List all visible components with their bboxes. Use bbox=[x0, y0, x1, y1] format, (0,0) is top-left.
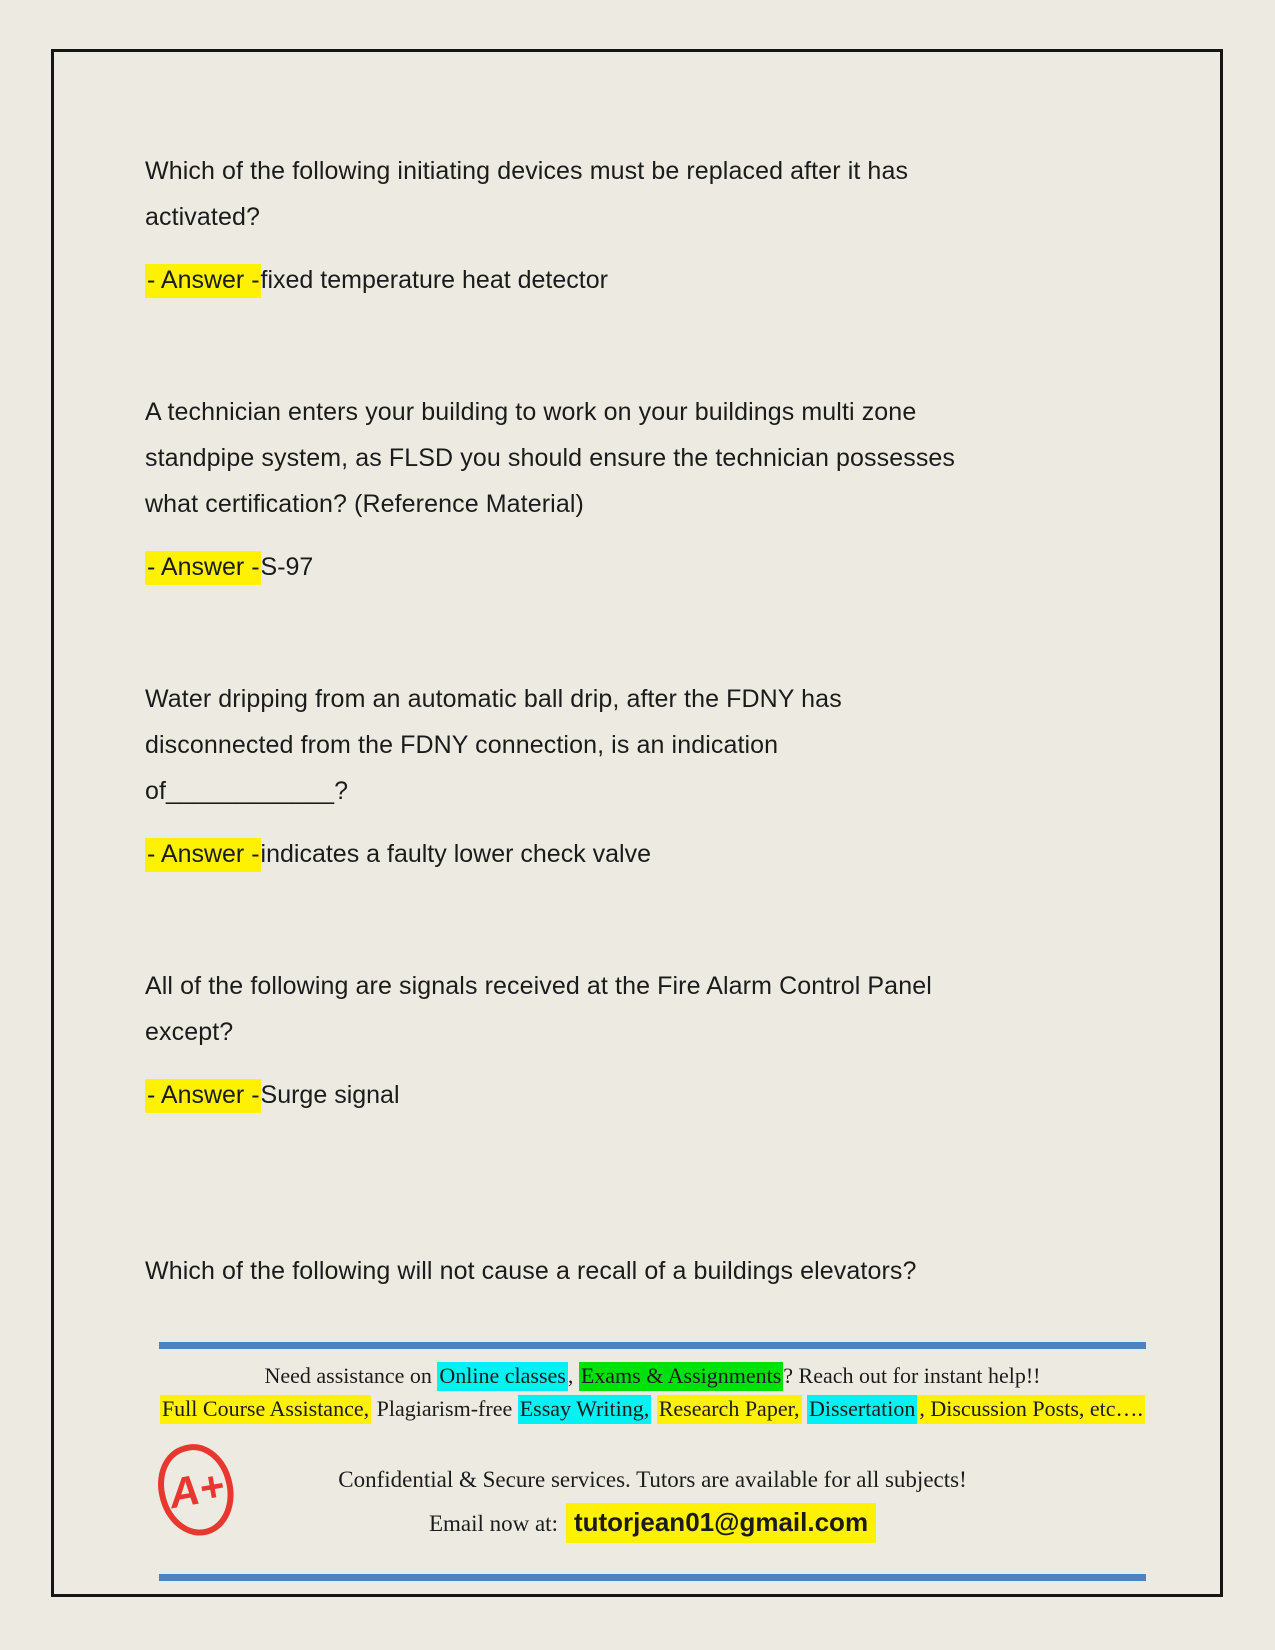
answer-text: S-97 bbox=[260, 553, 314, 581]
promo-segment: Research Paper, bbox=[657, 1395, 802, 1424]
answer-text: fixed temperature heat detector bbox=[260, 266, 608, 294]
qa-block bbox=[145, 1204, 1160, 1294]
promo-segment: , Discussion Posts, etc…. bbox=[917, 1395, 1145, 1424]
promo-segment: Dissertation bbox=[807, 1395, 917, 1424]
qa-block bbox=[145, 148, 1160, 303]
email-address: tutorjean01@gmail.com bbox=[566, 1503, 876, 1543]
question-text: A technician enters your building to work on your buildings multi zone standpipe system, as FLSD you should ensure the technician possesses what certification? (Reference Material) bbox=[145, 398, 956, 518]
promo-segment: Essay Writing, bbox=[518, 1395, 651, 1424]
separator-line-top bbox=[159, 1342, 1146, 1349]
answer-line bbox=[145, 544, 1160, 590]
promo-segment: Plagiarism-free bbox=[371, 1396, 518, 1421]
email-line bbox=[145, 1502, 1160, 1544]
answer-label-highlight: - Answer - bbox=[145, 838, 261, 872]
answer-label-highlight: - Answer - bbox=[145, 264, 261, 298]
promo-segment: Online classes bbox=[437, 1362, 567, 1391]
separator-line-bottom bbox=[159, 1574, 1146, 1581]
promo-segment bbox=[651, 1396, 657, 1421]
question-text: Which of the following initiating devices must be replaced after it has activated? bbox=[145, 157, 909, 231]
promo-line-2 bbox=[155, 1392, 1150, 1425]
promo-segment: Need assistance on bbox=[264, 1363, 438, 1388]
qa-list bbox=[145, 148, 1160, 1294]
promo-segment: Exams & Assignments bbox=[579, 1362, 783, 1391]
answer-line bbox=[145, 1072, 1160, 1118]
promo-segment: Full Course Assistance, bbox=[160, 1395, 371, 1424]
qa-block bbox=[145, 963, 1160, 1118]
answer-label-highlight: - Answer - bbox=[145, 551, 261, 585]
promo-line-1 bbox=[155, 1359, 1150, 1392]
qa-block bbox=[145, 389, 1160, 590]
promo-segment: ? Reach out for instant help!! bbox=[783, 1363, 1041, 1388]
question-text: All of the following are signals received at the Fire Alarm Control Panel except? bbox=[145, 972, 932, 1046]
answer-text: Surge signal bbox=[260, 1081, 400, 1109]
question-text: Which of the following will not cause a recall of a buildings elevators? bbox=[145, 1257, 917, 1285]
answer-line bbox=[145, 831, 1160, 877]
page-border bbox=[51, 49, 1223, 1597]
answer-label-highlight: - Answer - bbox=[145, 1079, 261, 1113]
email-label: Email now at: bbox=[428, 1511, 558, 1536]
qa-block bbox=[145, 676, 1160, 877]
page-content bbox=[54, 52, 1220, 1581]
confidential-line: Confidential & Secure services. Tutors are available for all subjects! bbox=[338, 1467, 967, 1492]
a-plus-logo-text: A+ bbox=[164, 1461, 227, 1518]
answer-line bbox=[145, 257, 1160, 303]
promo-segment: , bbox=[567, 1363, 579, 1388]
answer-text: indicates a faulty lower check valve bbox=[260, 840, 651, 868]
question-text: Water dripping from an automatic ball drip, after the FDNY has disconnected from the FDNY connection, is an indication of____________? bbox=[145, 685, 842, 805]
